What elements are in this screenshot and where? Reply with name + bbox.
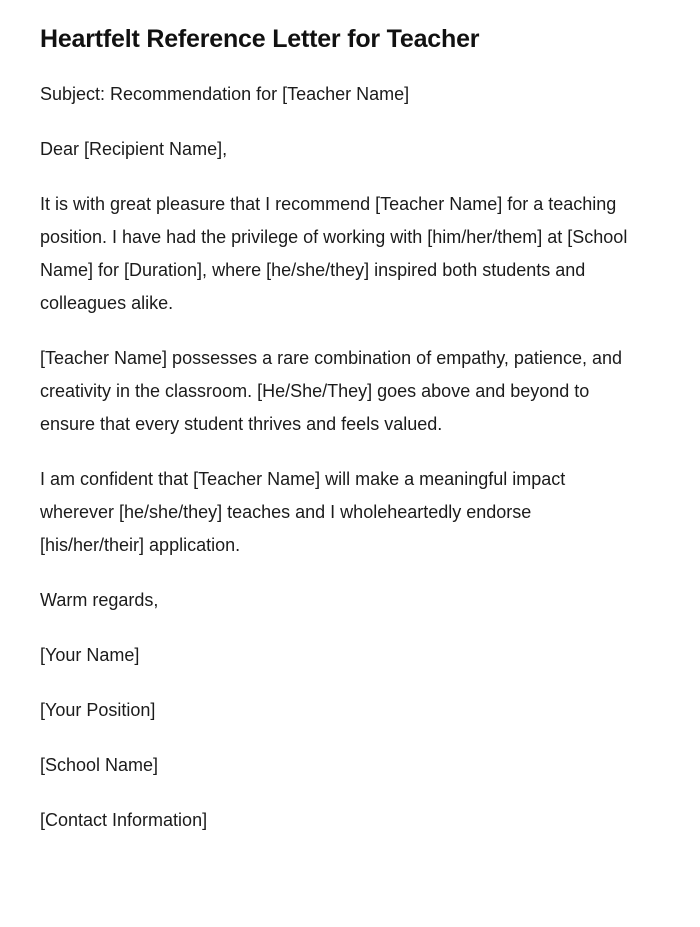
letter-closing: Warm regards, <box>40 590 159 610</box>
signature-contact: [Contact Information] <box>40 810 208 830</box>
page-title: Heartfelt Reference Letter for Teacher <box>40 25 480 53</box>
letter-paragraph-1: It is with great pleasure that I recommend [Teacher Name] for a teaching position. I have had the privilege of working with [him/her/them] at [School Name] for [Duration], where [he/she/they] inspired both students and colleagues alike. <box>40 194 628 313</box>
letter-salutation: Dear [Recipient Name], <box>40 139 228 159</box>
letter-paragraph-2: [Teacher Name] possesses a rare combination of empathy, patience, and creativity in the classroom. [He/She/They] goes above and beyond to ensure that every student thrives and feels valued. <box>40 348 622 434</box>
letter-subject-line: Subject: Recommendation for [Teacher Name] <box>40 84 410 104</box>
letter-body <box>40 78 638 837</box>
signature-position: [Your Position] <box>40 700 156 720</box>
signature-school: [School Name] <box>40 755 159 775</box>
signature-name: [Your Name] <box>40 645 140 665</box>
letter-paragraph-3: I am confident that [Teacher Name] will make a meaningful impact wherever [he/she/they] teaches and I wholeheartedly endorse [his/her/their] application. <box>40 469 566 555</box>
